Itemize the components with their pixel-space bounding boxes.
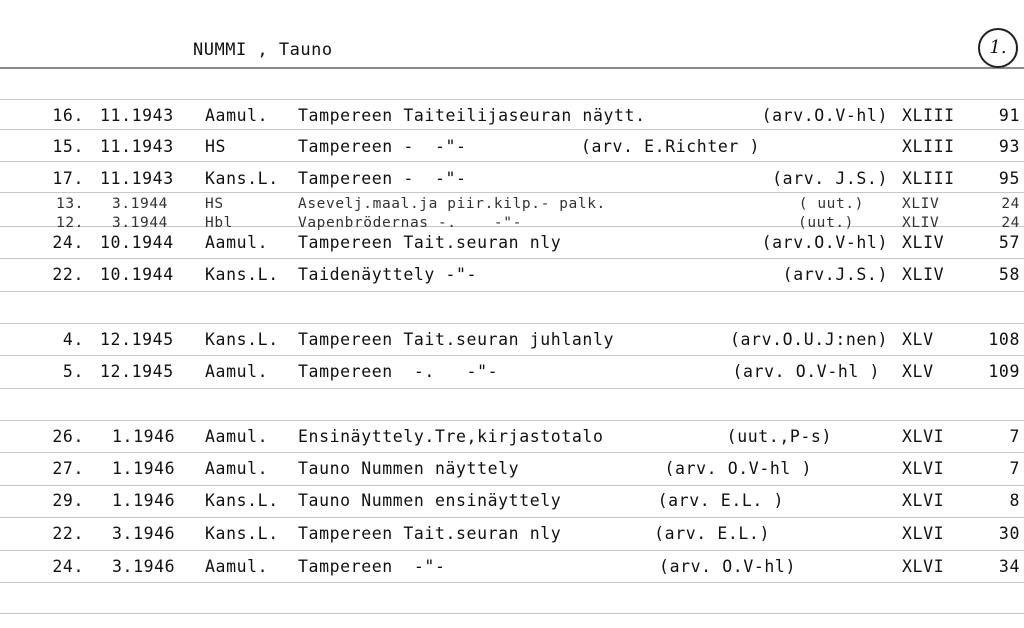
card-rule	[0, 517, 1024, 518]
entry-volume: XLVI	[902, 427, 945, 446]
entry-review: (arv. O.V-hl )	[732, 362, 880, 381]
entry-volume: XLIII	[902, 106, 955, 125]
entry-page: 91	[998, 106, 1020, 125]
entry-description: Tampereen -. -"-	[298, 362, 499, 381]
entry-source: HS	[205, 137, 227, 156]
entry-page: 58	[998, 265, 1020, 284]
entry-day: 4.	[62, 330, 84, 349]
entry-source: Aamul.	[205, 106, 269, 125]
card-rule	[0, 485, 1024, 486]
card-rule	[0, 161, 1024, 162]
entry-row	[0, 330, 1024, 352]
entry-row	[0, 362, 1024, 384]
entry-date: 10.1944	[100, 265, 174, 284]
entry-day: 16.	[52, 106, 84, 125]
entry-volume: XLVI	[902, 491, 945, 510]
card-rule	[0, 192, 1024, 193]
card-rule	[0, 420, 1024, 421]
entry-volume: XLV	[902, 330, 934, 349]
entry-source: Kans.L.	[205, 524, 279, 543]
card-title-name: NUMMI , Tauno	[193, 40, 333, 60]
entry-page: 57	[998, 233, 1020, 252]
entry-date: 11.1943	[100, 137, 174, 156]
entry-day: 27.	[52, 459, 84, 478]
entry-page: 30	[998, 524, 1020, 543]
entry-description: Tauno Nummen ensinäyttely	[298, 491, 562, 510]
entry-review: (arv. O.V-hl)	[659, 557, 796, 576]
entry-volume: XLIV	[902, 196, 940, 212]
entry-date: 12.1945	[100, 362, 174, 381]
entry-page: 95	[998, 169, 1020, 188]
card-rule	[0, 99, 1024, 100]
entry-day: 13.	[56, 196, 84, 212]
entry-row	[0, 524, 1024, 546]
entry-date: 3.1944	[112, 196, 168, 212]
entry-source: Kans.L.	[205, 169, 279, 188]
card-rule	[0, 452, 1024, 453]
entry-volume: XLVI	[902, 459, 945, 478]
entry-date: 3.1946	[112, 557, 176, 576]
entry-source: Kans.L.	[205, 491, 279, 510]
entry-review: (arv. E.L.)	[654, 524, 770, 543]
entry-day: 24.	[52, 557, 84, 576]
entry-page: 8	[1009, 491, 1020, 510]
entry-volume: XLIV	[902, 265, 945, 284]
entry-volume: XLVI	[902, 524, 945, 543]
entry-page: 24	[1001, 196, 1020, 212]
entry-day: 17.	[52, 169, 84, 188]
entry-volume: XLIII	[902, 137, 955, 156]
card-rule	[0, 613, 1024, 614]
entry-date: 1.1946	[112, 459, 176, 478]
entry-page: 109	[988, 362, 1020, 381]
header-rule	[0, 67, 1024, 69]
entry-row	[0, 233, 1024, 255]
entry-volume: XLVI	[902, 557, 945, 576]
entry-review: (arv.J.S.)	[782, 265, 888, 284]
entry-volume: XLIV	[902, 233, 945, 252]
entry-source: HS	[205, 196, 224, 212]
entry-day: 24.	[52, 233, 84, 252]
entry-review: (arv. E.Richter )	[580, 137, 760, 156]
entry-source: Hbl	[205, 215, 233, 231]
card-rule	[0, 388, 1024, 389]
card-rule	[0, 355, 1024, 356]
entry-description: Tampereen Tait.seuran nly	[298, 524, 562, 543]
entry-page: 108	[988, 330, 1020, 349]
entry-day: 22.	[52, 265, 84, 284]
entry-date: 3.1946	[112, 524, 176, 543]
card-rule	[0, 291, 1024, 292]
entry-row	[0, 427, 1024, 449]
entry-review: (arv. J.S.)	[772, 169, 888, 188]
entry-row	[0, 265, 1024, 287]
entry-review: (uut.,P-s)	[726, 427, 832, 446]
entry-page: 93	[998, 137, 1020, 156]
entry-source: Aamul.	[205, 233, 269, 252]
entry-description: Tampereen -"-	[298, 557, 446, 576]
entry-day: 12.	[56, 215, 84, 231]
entry-source: Kans.L.	[205, 265, 279, 284]
entry-page: 24	[1001, 215, 1020, 231]
entry-date: 11.1943	[100, 169, 174, 188]
entry-description: Tampereen Taiteilijaseuran näytt.	[298, 106, 646, 125]
entry-page: 7	[1009, 427, 1020, 446]
entry-day: 26.	[52, 427, 84, 446]
entry-day: 15.	[52, 137, 84, 156]
entry-description: Asevelj.maal.ja piir.kilp.- palk.	[298, 196, 606, 212]
card-rule	[0, 582, 1024, 583]
entry-review: (arv.O.U.J:nen)	[729, 330, 888, 349]
entry-description: Tampereen Tait.seuran nly	[298, 233, 562, 252]
entry-row	[0, 137, 1024, 159]
entry-review: (arv.O.V-hl)	[761, 233, 888, 252]
entry-day: 22.	[52, 524, 84, 543]
entry-date: 10.1944	[100, 233, 174, 252]
entry-volume: XLIV	[902, 215, 940, 231]
entry-page: 7	[1009, 459, 1020, 478]
card-rule	[0, 323, 1024, 324]
entry-description: Tampereen - -"-	[298, 169, 467, 188]
entry-row	[0, 106, 1024, 128]
entry-description: Tampereen - -"-	[298, 137, 467, 156]
entry-day: 5.	[62, 362, 84, 381]
entry-date: 1.1946	[112, 427, 176, 446]
entry-volume: XLIII	[902, 169, 955, 188]
entry-row	[0, 169, 1024, 191]
entry-description: Taidenäyttely -"-	[298, 265, 478, 284]
entry-source: Aamul.	[205, 427, 269, 446]
entry-date: 11.1943	[100, 106, 174, 125]
card-rule	[0, 258, 1024, 259]
entry-review: ( uut.)	[798, 196, 864, 212]
entry-source: Kans.L.	[205, 330, 279, 349]
entry-review: (uut.)	[798, 215, 854, 231]
entry-date: 1.1946	[112, 491, 176, 510]
entry-review: (arv.O.V-hl)	[761, 106, 888, 125]
entry-source: Aamul.	[205, 557, 269, 576]
entry-row	[0, 557, 1024, 579]
entry-row	[0, 459, 1024, 481]
entry-description: Ensinäyttely.Tre,kirjastotalo	[298, 427, 604, 446]
entry-page: 34	[998, 557, 1020, 576]
card-rule	[0, 550, 1024, 551]
card-number-badge: 1.	[978, 28, 1018, 68]
entry-review: (arv. O.V-hl )	[664, 459, 812, 478]
entry-review: (arv. E.L. )	[657, 491, 784, 510]
entry-date: 3.1944	[112, 215, 168, 231]
entry-description: Tauno Nummen näyttely	[298, 459, 520, 478]
entry-source: Aamul.	[205, 362, 269, 381]
entry-day: 29.	[52, 491, 84, 510]
entry-description: Vapenbrödernas -. -"-	[298, 215, 522, 231]
entry-description: Tampereen Tait.seuran juhlanly	[298, 330, 615, 349]
entry-volume: XLV	[902, 362, 934, 381]
entry-row	[0, 491, 1024, 513]
entry-source: Aamul.	[205, 459, 269, 478]
entry-date: 12.1945	[100, 330, 174, 349]
card-rule	[0, 129, 1024, 130]
